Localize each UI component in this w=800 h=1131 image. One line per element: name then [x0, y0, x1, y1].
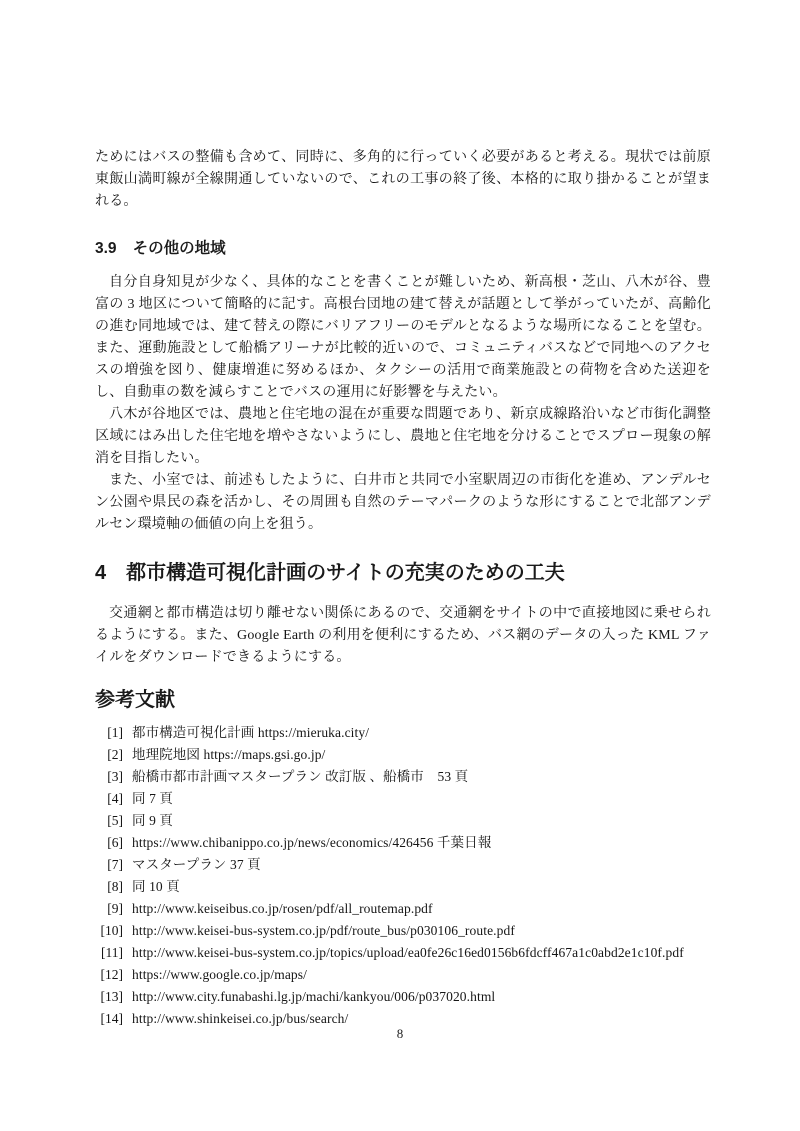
reference-text: 同 10 頁 — [132, 879, 180, 894]
reference-label: [9] — [107, 901, 123, 916]
paragraph: 八木が谷地区では、農地と住宅地の混在が重要な問題であり、新京成線路沿いなど市街化調整区域にはみ出した住宅地を増やさないようにし、農地と住宅地を分けることでスプロー現象の解消を目指したい。 — [95, 407, 711, 466]
reference-item — [95, 766, 711, 788]
reference-label: [5] — [107, 813, 123, 828]
reference-label: [8] — [107, 879, 123, 894]
reference-label: [4] — [107, 791, 123, 806]
intro-paragraph: ためにはバスの整備も含めて、同時に、多角的に行っていく必要があると考える。現状では前原東飯山満町線が全線開通していないので、これの工事の終了後、本格的に取り掛かることが望まれる。 — [95, 150, 711, 209]
reference-text: 同 9 頁 — [132, 813, 173, 828]
reference-item — [95, 810, 711, 832]
paragraph: 交通網と都市構造は切り離せない関係にあるので、交通網をサイトの中で直接地図に乗せられるようにする。また、Google Earth の利用を便利にするため、バス網のデータの入った KML ファイルをダウンロードできるようにする。 — [95, 606, 711, 665]
reference-item — [95, 832, 711, 854]
reference-item — [95, 942, 711, 964]
reference-item — [95, 744, 711, 766]
reference-text: https://www.chibanippo.co.jp/news/economics/426456 千葉日報 — [132, 835, 492, 850]
reference-item — [95, 854, 711, 876]
reference-item — [95, 920, 711, 942]
reference-text: 都市構造可視化計画 https://mieruka.city/ — [132, 725, 370, 740]
reference-label: [14] — [100, 1011, 123, 1026]
reference-label: [1] — [107, 725, 123, 740]
reference-label: [2] — [107, 747, 123, 762]
reference-item — [95, 876, 711, 898]
reference-label: [13] — [100, 989, 123, 1004]
subsection-heading-3-9 — [95, 239, 711, 259]
subsection-title: その他の地域 — [132, 240, 226, 257]
reference-label: [3] — [107, 769, 123, 784]
reference-list — [95, 722, 711, 1030]
reference-label: [7] — [107, 857, 123, 872]
reference-text: マスタープラン 37 頁 — [132, 857, 261, 872]
reference-text: 地理院地図 https://maps.gsi.go.jp/ — [132, 747, 326, 762]
references-heading: 参考文献 — [95, 689, 175, 711]
paragraph: 自分自身知見が少なく、具体的なことを書くことが難しいため、新高根・芝山、八木が谷、豊富の 3 地区について簡略的に記す。高根台団地の建て替えが話題として挙がっていたが、高齢化の進む同地域では、建て替えの際にバリアフリーのモデルとなるような場所になることを望む。また、運動施設として船橋アリーナが比較的近いので、コミュニティバスなどで同地へのアクセスの増強を図り、健康増進に努めるほか、タクシーの活用で商業施設との荷物を含めた送迎をし、自動車の数を減らすことでバスの運用に好影響を与えたい。 — [95, 275, 711, 400]
reference-item — [95, 788, 711, 810]
reference-label: [10] — [100, 923, 123, 938]
paragraph: また、小室では、前述もしたように、白井市と共同で小室駅周辺の市街化を進め、アンデルセン公園や県民の森を活かし、その周囲も自然のテーマパークのような形にすることで北部アンデルセン環境軸の価値の向上を狙う。 — [95, 473, 711, 532]
section-heading-4 — [95, 560, 711, 587]
reference-text: http://www.keisei-bus-system.co.jp/topics/upload/ea0fe26c16ed0156b6fdcff467a1c0abd2e1c10f.pdf — [132, 945, 684, 960]
reference-label: [12] — [100, 967, 123, 982]
reference-item — [95, 986, 711, 1008]
reference-item — [95, 722, 711, 744]
text-column — [95, 147, 711, 1030]
reference-text: http://www.keiseibus.co.jp/rosen/pdf/all_routemap.pdf — [132, 901, 433, 916]
reference-text: 同 7 頁 — [132, 791, 173, 806]
reference-label: [6] — [107, 835, 123, 850]
section-number: 4 — [95, 562, 107, 584]
reference-label: [11] — [101, 945, 123, 960]
reference-text: http://www.shinkeisei.co.jp/bus/search/ — [132, 1011, 349, 1026]
page-number: 8 — [396, 1026, 404, 1041]
subsection-number: 3.9 — [95, 240, 117, 257]
reference-text: https://www.google.co.jp/maps/ — [132, 967, 307, 982]
reference-text: http://www.keisei-bus-system.co.jp/pdf/route_bus/p030106_route.pdf — [132, 923, 515, 938]
reference-item — [95, 898, 711, 920]
reference-text: 船橋市都市計画マスタープラン 改訂版 、船橋市 53 頁 — [132, 769, 469, 784]
section-title: 都市構造可視化計画のサイトの充実のための工夫 — [126, 562, 565, 584]
reference-item — [95, 964, 711, 986]
reference-text: http://www.city.funabashi.lg.jp/machi/kankyou/006/p037020.html — [132, 989, 496, 1004]
